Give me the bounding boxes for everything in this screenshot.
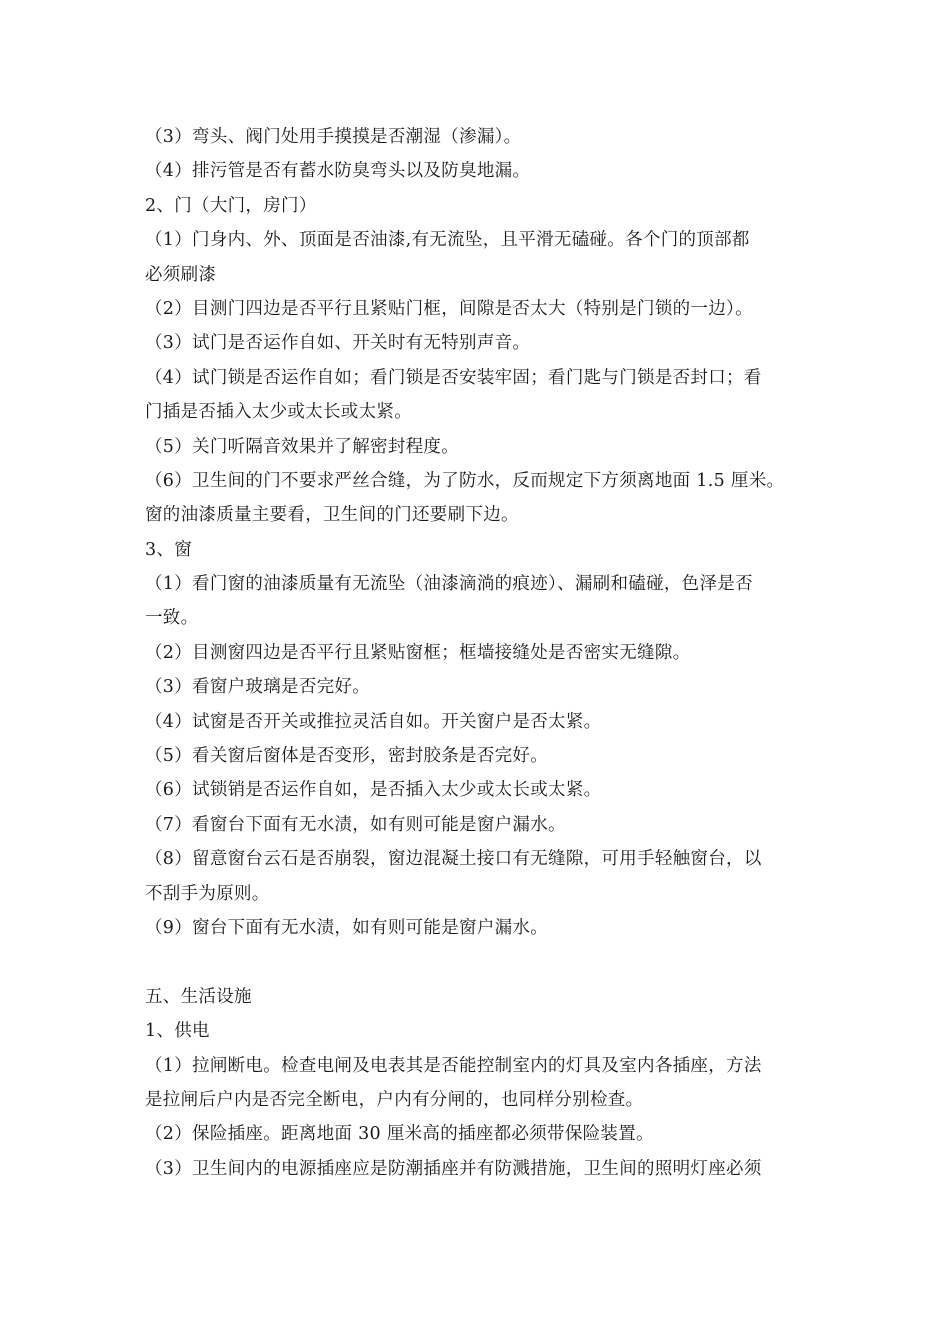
text-line: 门插是否插入太少或太长或太紧。 <box>145 402 412 423</box>
text-line: 必须刷漆 <box>145 264 217 285</box>
text-line: （1）拉闸断电。检查电闸及电表其是否能控制室内的灯具及室内各插座，方法 <box>145 1055 762 1076</box>
text-line: （4）排污管是否有蓄水防臭弯头以及防臭地漏。 <box>145 161 531 182</box>
text-line: （7）看窗台下面有无水渍，如有则可能是窗户漏水。 <box>145 814 566 835</box>
document-body <box>145 120 815 1186</box>
text-line: （2）保险插座。距离地面 30 厘米高的插座都必须带保险装置。 <box>145 1124 654 1145</box>
text-line: （1）门身内、外、顶面是否油漆,有无流坠，且平滑无磕碰。各个门的顶部都 <box>145 230 750 251</box>
text-line: （3）试门是否运作自如、开关时有无特别声音。 <box>145 333 531 354</box>
text-line: （8）留意窗台云石是否崩裂，窗边混凝土接口有无缝隙，可用手轻触窗台，以 <box>145 849 762 870</box>
section-heading: 1、供电 <box>145 1021 210 1042</box>
section-heading: 2、门（大门，房门） <box>145 195 317 216</box>
text-line: （1）看门窗的油漆质量有无流坠（油漆滴淌的痕迹）、漏刷和磕碰，色泽是否 <box>145 574 753 595</box>
text-line: （6）卫生间的门不要求严丝合缝，为了防水，反而规定下方须离地面 1.5 厘米。 <box>145 470 785 491</box>
chapter-heading: 五、生活设施 <box>145 986 252 1007</box>
text-line: （2）目测窗四边是否平行且紧贴窗框；框墙接缝处是否密实无缝隙。 <box>145 642 691 663</box>
text-line: （4）试窗是否开关或推拉灵活自如。开关窗户是否太紧。 <box>145 711 602 732</box>
text-line: （3）卫生间内的电源插座应是防潮插座并有防溅措施，卫生间的照明灯座必须 <box>145 1158 762 1179</box>
section-heading: 3、窗 <box>145 539 193 560</box>
text-line: 一致。 <box>145 608 199 629</box>
text-line: （5）关门听隔音效果并了解密封程度。 <box>145 436 460 457</box>
text-line: 是拉闸后户内是否完全断电，户内有分闸的，也同样分别检查。 <box>145 1089 644 1110</box>
text-line: （4）试门锁是否运作自如；看门锁是否安装牢固；看门匙与门锁是否封口；看 <box>145 367 762 388</box>
paragraph-spacer <box>145 945 815 979</box>
text-line: （9）窗台下面有无水渍，如有则可能是窗户漏水。 <box>145 917 549 938</box>
text-line: （3）弯头、阀门处用手摸摸是否潮湿（渗漏）。 <box>145 127 522 147</box>
text-line: （5）看关窗后窗体是否变形，密封胶条是否完好。 <box>145 746 549 767</box>
text-line: （2）目测门四边是否平行且紧贴门框，间隙是否太大（特别是门锁的一边）。 <box>145 298 753 319</box>
text-line: （6）试锁销是否运作自如，是否插入太少或太长或太紧。 <box>145 780 602 801</box>
text-line: 窗的油漆质量主要看，卫生间的门还要刷下边。 <box>145 505 519 526</box>
text-line: 不刮手为原则。 <box>145 883 270 904</box>
text-line: （3）看窗户玻璃是否完好。 <box>145 677 371 698</box>
